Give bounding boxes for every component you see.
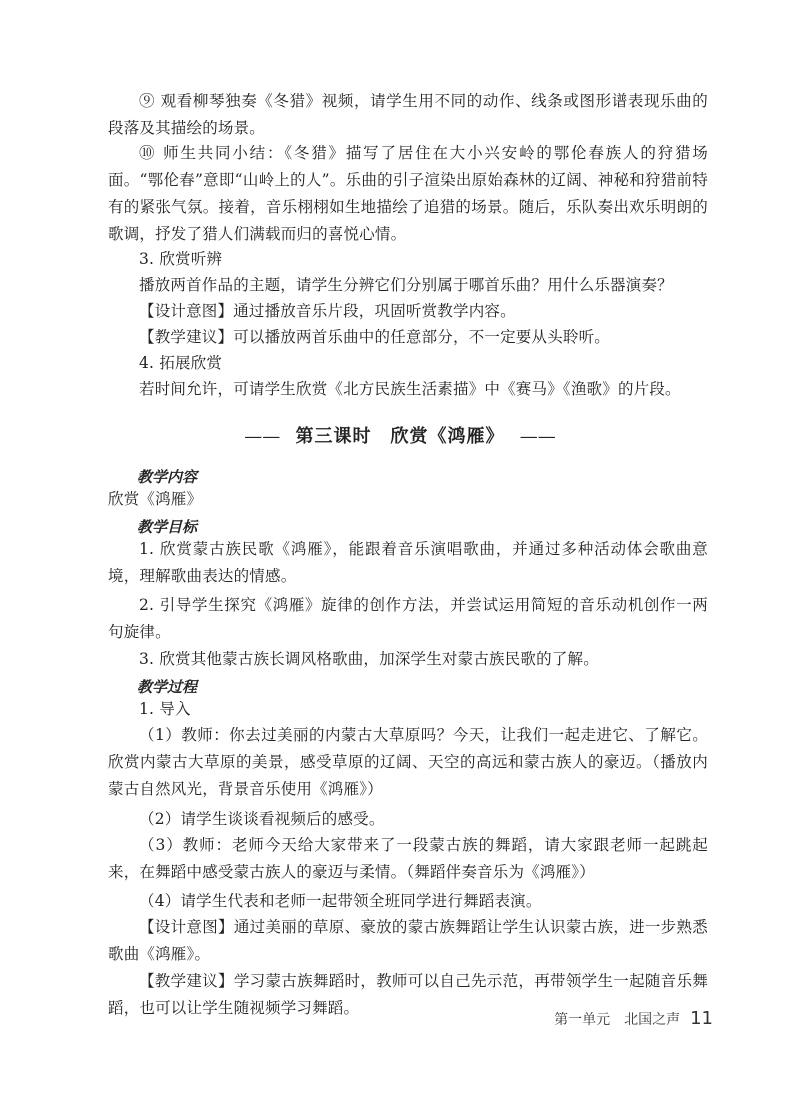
lesson-title: [0, 422, 800, 452]
goal-item-2: 2. 引导学生探究《鸿雁》旋律的创作方法，并尝试运用简短的音乐动机创作一两句旋律。: [108, 596, 708, 641]
process-step-2: （2）请学生谈谈看视频后的感受。: [139, 810, 385, 828]
content-text: 欣赏《鸿雁》: [108, 490, 203, 508]
paragraph-item-10: ⑩ 师生共同小结：《冬猎》描写了居住在大小兴安岭的鄂伦春族人的狩猎场面。“鄂伦春”意即“山岭上的人”。乐曲的引子渲染出原始森林的辽阔、神秘和狩猎前特有的紧张气氛。接着，音乐栩栩如生地描绘了追猎的场景。随后，乐队奏出欢乐明朗的歌调，抒发了猎人们满载而归的喜悦心情。: [108, 144, 708, 243]
section-heading-extension: 4. 拓展欣赏: [139, 354, 223, 372]
design-intent-2: 【设计意图】通过美丽的草原、豪放的蒙古族舞蹈让学生认识蒙古族，进一步熟悉歌曲《鸿雁》。: [108, 918, 708, 963]
title-dash-right: ——: [519, 426, 556, 447]
goal-item-3: 3. 欣赏其他蒙古族长调风格歌曲，加深学生对蒙古族民歌的了解。: [139, 650, 599, 668]
process-step-1: （1）教师：你去过美丽的内蒙古大草原吗？今天，让我们一起走进它、了解它。欣赏内蒙古大草原的美景，感受草原的辽阔、天空的高远和蒙古族人的豪迈。（播放内蒙古自然风光，背景音乐使用《鸿雁》）: [108, 726, 708, 798]
process-step-3: （3）教师：老师今天给大家带来了一段蒙古族的舞蹈，请大家跟老师一起跳起来，在舞蹈中感受蒙古族人的豪迈与柔情。（舞蹈伴奏音乐为《鸿雁》）: [108, 836, 708, 881]
design-intent-1: 【设计意图】通过播放音乐片段，巩固听赏教学内容。: [139, 302, 516, 320]
paragraph-listening: 播放两首作品的主题，请学生分辨它们分别属于哪首乐曲？用什么乐器演奏？: [139, 276, 673, 294]
content-heading: 教学内容: [137, 468, 198, 486]
teaching-suggestion-1: 【教学建议】可以播放两首乐曲中的任意部分，不一定要从头聆听。: [139, 328, 611, 346]
teaching-suggestion-2: 【教学建议】学习蒙古族舞蹈时，教师可以自己先示范，再带领学生一起随音乐舞蹈，也可以让学生随视频学习舞蹈。: [108, 972, 708, 1017]
process-step-4: （4）请学生代表和老师一起带领全班同学进行舞蹈表演。: [139, 892, 542, 910]
process-heading: 教学过程: [137, 678, 198, 696]
unit-label: 第一单元 北国之声: [554, 1012, 681, 1028]
title-dash-left: ——: [244, 426, 281, 447]
goals-heading: 教学目标: [137, 518, 198, 536]
paragraph-item-9: ⑨ 观看柳琴独奏《冬猎》视频，请学生用不同的动作、线条或图形谱表现乐曲的段落及其描绘的场景。: [108, 92, 708, 137]
paragraph-extension: 若时间允许，可请学生欣赏《北方民族生活素描》中《赛马》《渔歌》的片段。: [139, 380, 681, 398]
section-heading-listening: 3. 欣赏听辨: [139, 250, 223, 268]
goal-item-1: 1. 欣赏蒙古族民歌《鸿雁》，能跟着音乐演唱歌曲，并通过多种活动体会歌曲意境，理解歌曲表达的情感。: [108, 540, 708, 585]
process-intro-heading: 1. 导入: [139, 700, 191, 718]
page-number: 11: [690, 1008, 713, 1029]
lesson-title-text: 第三课时 欣赏《鸿雁》: [295, 426, 505, 447]
